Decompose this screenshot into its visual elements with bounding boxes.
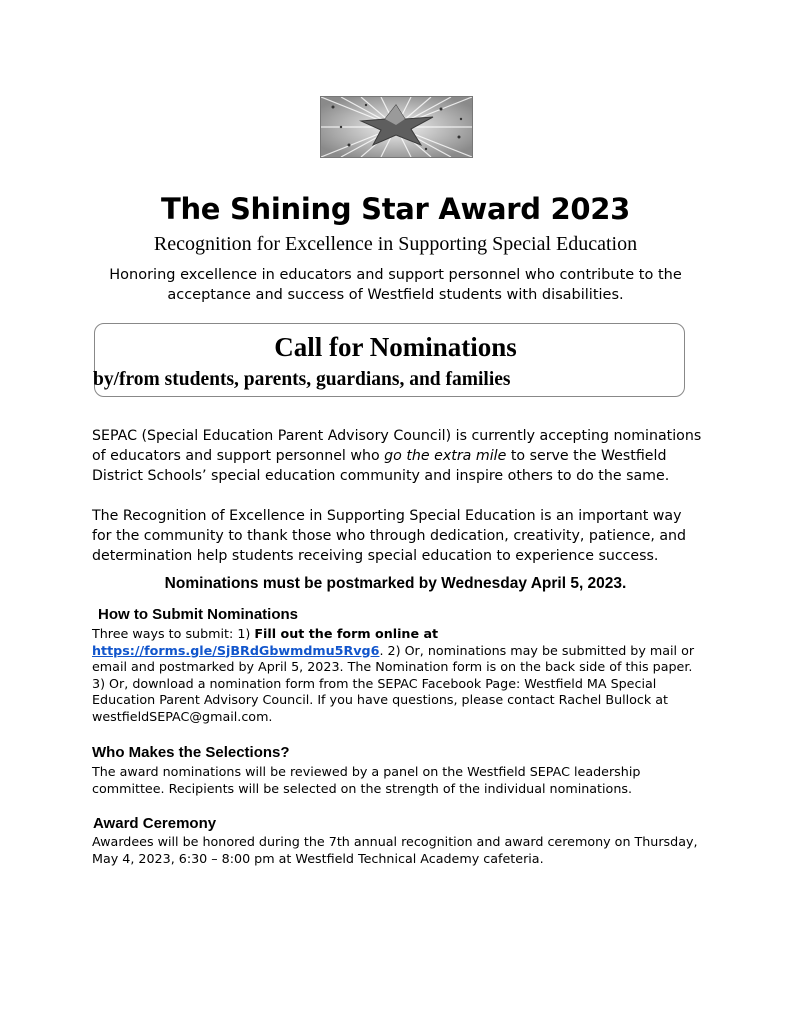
intro-text: Honoring excellence in educators and support personnel who contribute to the acceptance and success of Westfield students with disabilities.: [109, 267, 682, 303]
ceremony-heading: Award Ceremony: [93, 815, 217, 832]
paragraph-sepac: [92, 426, 702, 486]
paragraph-sepac-start: SEPAC (Special Education Parent Advisory Council) is currently accepting nominations of educators and support personnel who: [92, 428, 702, 464]
call-subtitle: by/from students, parents, guardians, and families: [93, 369, 511, 390]
how-to-submit-heading: How to Submit Nominations: [98, 606, 298, 623]
paragraph-recognition: The Recognition of Excellence in Supporting Special Education is an important way for the community to thank those who through dedication, creativity, patience, and determination help students receiving special education to experience success.: [92, 508, 687, 564]
how-to-submit-body: [92, 626, 704, 725]
submit-online-label: Fill out the form online at: [254, 626, 439, 641]
page-title: The Shining Star Award 2023: [160, 192, 631, 226]
paragraph-sepac-end: to serve the Westfield District Schools’ special education community and inspire others to do the same.: [92, 448, 670, 484]
ceremony-body: Awardees will be honored during the 7th annual recognition and award ceremony on Thursday, May 4, 2023, 6:30 – 8:00 pm at Westfield Technical Academy cafeteria.: [92, 834, 698, 866]
paragraph-sepac-emphasis: go the extra mile: [384, 448, 507, 464]
selections-body: The award nominations will be reviewed by a panel on the Westfield SEPAC leadership committee. Recipients will be selected on the strength of the individual nominations.: [92, 764, 641, 796]
selections-heading: Who Makes the Selections?: [92, 744, 290, 761]
submit-rest: . 2) Or, nominations may be submitted by mail or email and postmarked by April 5, 2023. The Nomination form is on the back side of this paper. 3) Or, download a nomination form from the SEPAC Facebook Page: Westfield MA Special Education Parent Advisory Council. If you have questions, please contact Rachel Bullock at westfieldSEPAC@gmail.com.: [92, 642, 695, 724]
nomination-form-link[interactable]: https://forms.gle/SjBRdGbwmdmu5Rvg6: [92, 642, 380, 658]
deadline-notice: Nominations must be postmarked by Wednesday April 5, 2023.: [164, 575, 627, 592]
page-subtitle: Recognition for Excellence in Supporting Special Education: [153, 233, 638, 255]
submit-intro: Three ways to submit: 1): [92, 626, 255, 641]
call-title: Call for Nominations: [274, 332, 517, 362]
shining-star-banner-icon: [320, 96, 473, 158]
